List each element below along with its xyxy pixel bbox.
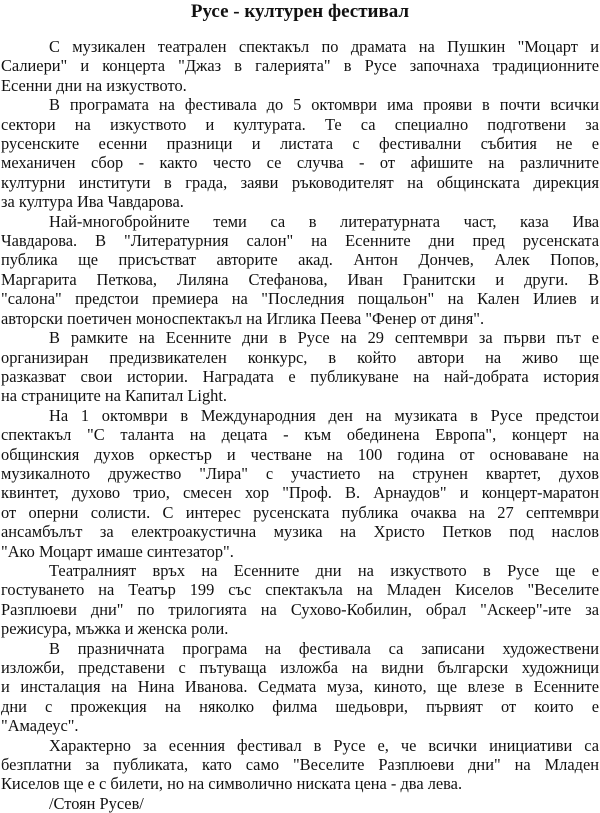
text-line: На 1 октомври в Международния ден на музиката в Русе предстои: [49, 405, 599, 425]
paragraph: [1, 37, 599, 95]
text-line: на страниците на Капитал Light.: [1, 386, 228, 406]
text-line: Маргарита Петкова, Лиляна Стефанова, Иван Гранитски и други. В: [1, 269, 599, 289]
text-line: В програмата на фестивала до 5 октомври има прояви в почти всички: [49, 95, 599, 115]
text-line: сектори на изкуството и културата. Те са специално подготвени за: [1, 114, 599, 134]
text-line: дни с прожекция на няколко филма шедьоври, първият от които е: [1, 696, 599, 716]
paragraph: [1, 639, 599, 736]
text-line: русенските есенни празници и листата с фестивални събития не е: [1, 134, 599, 154]
text-line: културни институти в града, заяви ръководителят на общинската дирекция: [1, 172, 599, 192]
text-line: В празничната програма на фестивала са записани художествени: [49, 638, 599, 658]
text-line: Есенни дни на изкуството.: [1, 75, 187, 95]
text-line: квинтет, духово трио, смесен хор "Проф. В. Арнаудов" и концерт-маратон: [1, 483, 599, 503]
text-line: общинския духов оркестър и честване на 100 година от основаване на: [1, 444, 599, 464]
text-line: музикалното дружество "Лира" с участието на струнен квартет, духов: [1, 463, 599, 483]
text-line: "салона" предстои премиера на "Последния пощальон" на Кален Илиев и: [1, 289, 599, 309]
text-line: спектакъл "С таланта на децата - към обединена Европа", концерт на: [1, 425, 599, 445]
text-line: Салиери" и концерта "Джаз в галерията" в Русе започнаха традиционните: [1, 56, 599, 76]
text-line: гостуването на Театър 199 със спектакъла на Младен Киселов "Веселите: [1, 580, 599, 600]
text-line: ансамбълът за електроакустична музика на Христо Петков под наслов: [1, 522, 599, 542]
article-title: Русе - културен фестивал: [190, 1, 410, 22]
paragraph: [1, 406, 599, 561]
text-line: "Амадеус".: [1, 716, 79, 736]
text-line: Киселов ще е с билети, но на символично ниската цена - два лева.: [1, 774, 463, 794]
paragraph: [1, 561, 599, 639]
text-line: разказват свои истории. Наградата е публикуване на най-добрата история: [1, 366, 599, 386]
text-line: Характерно за есенния фестивал в Русе е, че всички инициативи са: [49, 735, 599, 755]
text-line: публика ще присъстват авторите акад. Антон Дончев, Алек Попов,: [1, 250, 599, 270]
article-body: [1, 37, 599, 813]
paragraph: [1, 736, 599, 794]
text-line: и инсталация на Нина Иванова. Седмата муза, киното, ще влезе в Есенните: [1, 677, 599, 697]
text-line: за култура Ива Чавдарова.: [1, 192, 184, 212]
paragraph: [1, 95, 599, 211]
paragraph: [1, 328, 599, 406]
text-line: механичен сбор - както често се случва - от афишите на различните: [1, 153, 599, 173]
text-line: "Ако Моцарт имаше синтезатор".: [1, 541, 234, 561]
text-line: безплатни за публиката, като само "Веселите Разплюеви дни" на Младен: [1, 755, 599, 775]
author-signature: /Стоян Русев/: [49, 793, 144, 813]
text-line: авторски поетичен моноспектакъл на Иглика Пеева "Фенер от диня".: [1, 308, 485, 328]
text-line: Най-многобройните теми са в литературната част, каза Ива: [49, 211, 599, 231]
text-line: Разплюеви дни" по трилогията на Сухово-Кобилин, обрал "Аскеер"-ите за: [1, 599, 599, 619]
text-line: Чавдарова. В "Литературния салон" на Есенните дни пред русенската: [1, 231, 599, 251]
text-line: С музикален театрален спектакъл по драмата на Пушкин "Моцарт и: [49, 37, 599, 56]
text-line: В рамките на Есенните дни в Русе на 29 септември за първи път е: [49, 328, 599, 348]
text-line: Театралният връх на Есенните дни на изкуството в Русе ще е: [49, 560, 599, 580]
text-line: организиран предизвикателен конкурс, в който автори на живо ще: [1, 347, 599, 367]
text-line: режисура, мъжка и женска роли.: [1, 619, 229, 639]
text-line: изложби, представени с пътуваща изложба на видни български художници: [1, 658, 599, 677]
text-line: от оперни солисти. С интерес русенската публика очаква на 27 септември: [1, 502, 599, 522]
paragraph: [1, 212, 599, 328]
